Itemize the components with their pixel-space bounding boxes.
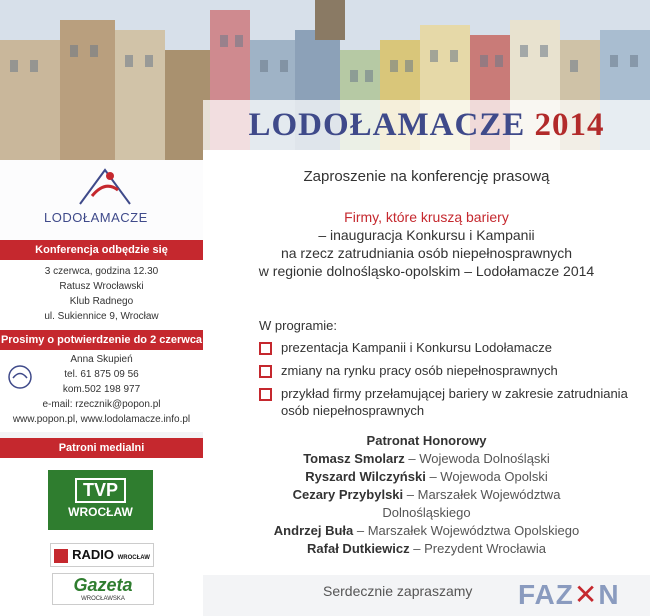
logo-text: LODOŁAMACZE: [44, 210, 148, 225]
patron-name: Andrzej Buła: [273, 523, 354, 538]
patron-row: [203, 522, 650, 540]
patron-role: – Wojewoda Dolnośląski: [404, 451, 550, 466]
sidebar: [0, 160, 203, 616]
program-item-text: prezentacja Kampanii i Konkursu Lodołamacze: [281, 340, 552, 355]
event-lead-line-1: – inauguracja Konkursu i Kampanii: [318, 227, 535, 243]
lodolamacze-logo: [0, 160, 203, 240]
patronage-header: Patronat Honorowy: [366, 433, 487, 448]
footer: [203, 575, 650, 616]
contact-details: [0, 350, 203, 432]
patron-row: [203, 450, 650, 468]
contact-email[interactable]: e-mail: rzecznik@popon.pl: [42, 399, 161, 410]
patron-row: [203, 540, 650, 558]
patron-name: Tomasz Smolarz: [303, 451, 405, 466]
fazon-logo-mark-icon: ✕: [573, 579, 599, 610]
tvp-logo-text: TVP: [75, 478, 126, 503]
event-lead-title: Firmy, które kruszą bariery: [344, 209, 509, 225]
media-patrons-header: Patroni medialni: [0, 438, 203, 458]
ice-breaker-figure-icon: [70, 166, 140, 210]
checkbox-square-icon: [259, 388, 272, 401]
welcome-text: Serdecznie zapraszamy: [323, 583, 473, 599]
invitation-heading: Zaproszenie na konferencję prasową: [303, 168, 550, 185]
radio-logo-text: RADIO: [72, 547, 114, 562]
contact-websites[interactable]: www.popon.pl, www.lodolamacze.info.pl: [12, 414, 191, 425]
popon-logo-icon: [6, 364, 34, 390]
contact-phone: tel. 61 875 09 56: [64, 369, 139, 380]
radio-logo-icon: [54, 549, 68, 563]
contact-mobile: kom.502 198 977: [62, 384, 141, 395]
confirm-header: Prosimy o potwierdzenie do 2 czerwca: [0, 330, 203, 350]
patron-row: [203, 468, 650, 486]
patron-name: Cezary Przybylski: [292, 487, 404, 502]
patron-row: [203, 504, 650, 522]
patron-role: – Prezydent Wrocławia: [409, 541, 546, 556]
checkbox-square-icon: [259, 365, 272, 378]
fazon-logo: [518, 578, 620, 611]
gazeta-logo-sub: WROCŁAWSKA: [81, 596, 125, 602]
tvp-wroclaw-logo: [48, 470, 153, 530]
event-title: [203, 100, 650, 150]
gazeta-logo-text: Gazeta: [73, 575, 133, 595]
conference-room: Klub Radnego: [69, 296, 134, 307]
program-item: [259, 362, 639, 379]
checkbox-square-icon: [259, 342, 272, 355]
contact-name: Anna Skupień: [70, 354, 133, 365]
program-section: [259, 318, 639, 425]
event-lead-line-3: w regionie dolnośląsko-opolskim – Lodołamacze 2014: [258, 263, 595, 279]
tvp-logo-sub: WROCŁAW: [68, 505, 133, 519]
conference-header: Konferencja odbędzie się: [0, 240, 203, 260]
conference-venue: Ratusz Wrocławski: [59, 281, 144, 292]
program-item-text: przykład firmy przełamującej bariery w zakresie zatrudniania osób niepełnosprawnych: [281, 386, 628, 418]
fazon-logo-end: N: [598, 579, 620, 610]
gazeta-wroclawska-logo: [52, 573, 154, 605]
event-lead-line-2: na rzecz zatrudniania osób niepełnosprawnych: [280, 245, 573, 261]
program-item: [259, 339, 639, 356]
main-content: [203, 150, 650, 575]
hero-banner: [0, 0, 650, 160]
honorary-patronage: [203, 432, 650, 558]
radio-wroclaw-logo: [50, 543, 154, 567]
patron-name: Ryszard Wilczyński: [305, 469, 426, 484]
conference-address: ul. Sukiennice 9, Wrocław: [44, 311, 159, 322]
patron-name: Rafał Dutkiewicz: [307, 541, 410, 556]
event-title-name: LODOŁAMACZE: [248, 107, 526, 143]
patron-role: – Marszałek Województwa: [403, 487, 561, 502]
program-header: W programie:: [259, 318, 338, 333]
event-title-year: 2014: [534, 107, 605, 143]
conference-date: 3 czerwca, godzina 12.30: [44, 266, 159, 277]
fazon-logo-text: FAZ: [518, 579, 574, 610]
radio-logo-sub: WROCŁAW: [117, 555, 150, 561]
program-item-text: zmiany na rynku pracy osób niepełnosprawnych: [281, 363, 558, 378]
patron-role: – Wojewoda Opolski: [425, 469, 548, 484]
patron-row: [203, 486, 650, 504]
patron-role: Dolnośląskiego: [382, 505, 471, 520]
event-lead: [203, 208, 650, 280]
conference-details: [0, 260, 203, 330]
patron-role: – Marszałek Województwa Opolskiego: [353, 523, 580, 538]
program-item: [259, 385, 639, 419]
